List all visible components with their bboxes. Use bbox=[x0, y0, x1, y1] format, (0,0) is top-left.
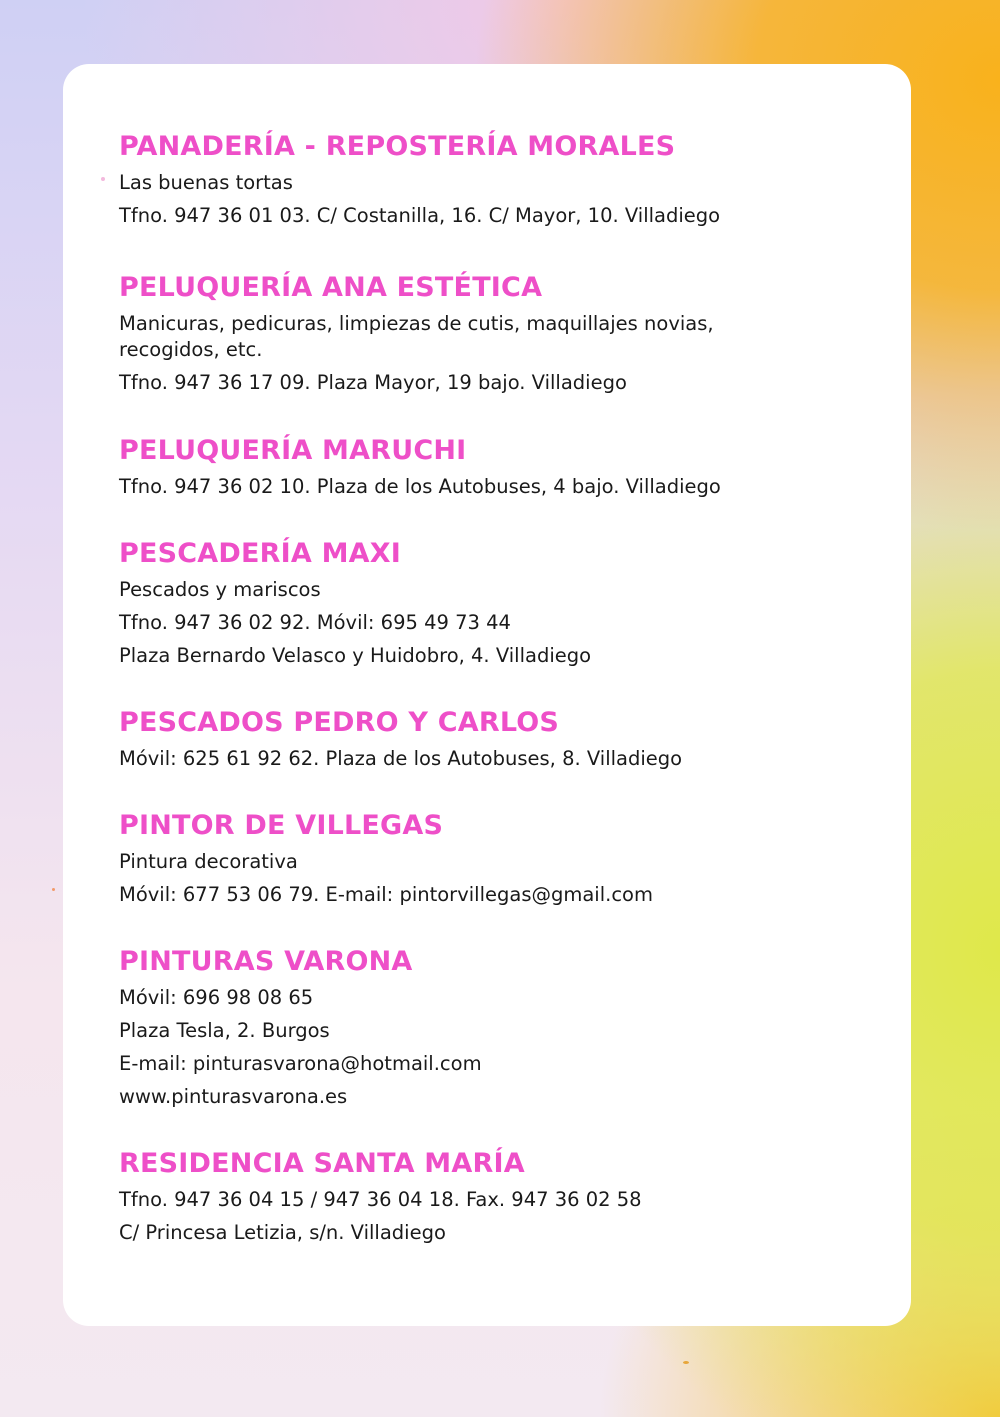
print-speck bbox=[52, 888, 55, 891]
business-phone: Móvil: 696 98 08 65 bbox=[119, 986, 314, 1009]
listing-pinturas-varona bbox=[119, 945, 889, 1110]
business-name: PESCADOS PEDRO Y CARLOS bbox=[119, 707, 560, 738]
business-description: Pintura decorativa bbox=[119, 850, 298, 873]
business-address: Plaza Bernardo Velasco y Huidobro, 4. Villadiego bbox=[119, 644, 592, 667]
business-contact: Tfno. 947 36 02 92. Móvil: 695 49 73 44 bbox=[119, 611, 511, 634]
business-address: Plaza Tesla, 2. Burgos bbox=[119, 1019, 330, 1042]
business-description: Manicuras, pedicuras, limpiezas de cutis, maquillajes novias, recogidos, etc. bbox=[119, 312, 714, 361]
business-contact: Móvil: 625 61 92 62. Plaza de los Autobuses, 8. Villadiego bbox=[119, 747, 683, 770]
listing-pescaderia-maxi bbox=[119, 537, 889, 669]
print-speck bbox=[683, 1361, 689, 1364]
listing-panaderia-morales bbox=[119, 130, 889, 229]
listing-pintor-de-villegas bbox=[119, 809, 889, 908]
business-description: Las buenas tortas bbox=[119, 171, 293, 194]
listing-pescados-pedro-carlos bbox=[119, 706, 889, 772]
business-description: Pescados y mariscos bbox=[119, 578, 321, 601]
business-name: PELUQUERÍA MARUCHI bbox=[119, 435, 467, 466]
business-contact: Tfno. 947 36 17 09. Plaza Mayor, 19 bajo. Villadiego bbox=[119, 371, 627, 394]
listing-card bbox=[63, 64, 911, 1326]
print-speck bbox=[101, 177, 105, 181]
business-name: PINTOR DE VILLEGAS bbox=[119, 810, 444, 841]
business-email: E-mail: pinturasvarona@hotmail.com bbox=[119, 1052, 482, 1075]
business-contact: Móvil: 677 53 06 79. E-mail: pintorvillegas@gmail.com bbox=[119, 883, 653, 906]
business-contact: Tfno. 947 36 04 15 / 947 36 04 18. Fax. 947 36 02 58 bbox=[119, 1188, 642, 1211]
business-contact: Tfno. 947 36 01 03. C/ Costanilla, 16. C/ Mayor, 10. Villadiego bbox=[119, 204, 721, 227]
business-name: PINTURAS VARONA bbox=[119, 946, 413, 977]
business-name: RESIDENCIA SANTA MARÍA bbox=[119, 1148, 525, 1179]
business-contact: Tfno. 947 36 02 10. Plaza de los Autobuses, 4 bajo. Villadiego bbox=[119, 475, 721, 498]
listing-residencia-santa-maria bbox=[119, 1147, 889, 1246]
business-website: www.pinturasvarona.es bbox=[119, 1085, 348, 1108]
business-name: PESCADERÍA MAXI bbox=[119, 538, 402, 569]
business-name: PANADERÍA - REPOSTERÍA MORALES bbox=[119, 131, 676, 162]
business-name: PELUQUERÍA ANA ESTÉTICA bbox=[119, 272, 543, 303]
business-address: C/ Princesa Letizia, s/n. Villadiego bbox=[119, 1221, 446, 1244]
listing-peluqueria-maruchi bbox=[119, 434, 889, 500]
listing-peluqueria-ana-estetica bbox=[119, 271, 889, 396]
